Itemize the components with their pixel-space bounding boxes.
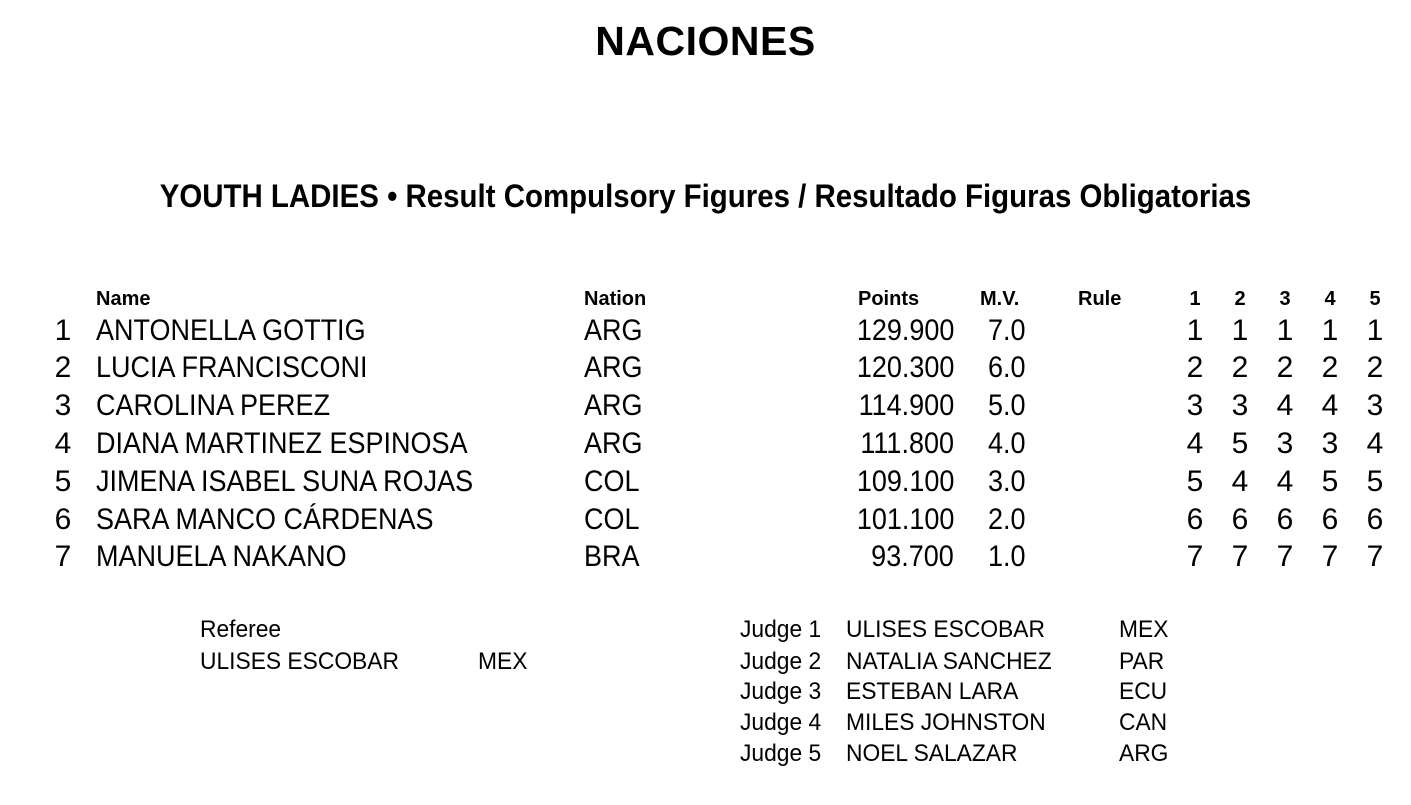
judge-3-place: 7: [1276, 540, 1294, 573]
judge-4-place: 6: [1321, 503, 1339, 536]
rank: 3: [54, 389, 72, 422]
athlete-name: ANTONELLA GOTTIG: [96, 314, 366, 347]
mv: 5.0: [988, 389, 1026, 422]
judge-nation: PAR: [1119, 648, 1165, 675]
judge-label: Judge 4: [740, 709, 822, 736]
header-points: Points: [858, 288, 920, 310]
judge-1-place: 1: [1186, 314, 1204, 347]
header-judge-1: 1: [1189, 288, 1201, 310]
judge-label: Judge 5: [740, 740, 822, 767]
mv: 7.0: [988, 314, 1026, 347]
athlete-name: MANUELA NAKANO: [96, 540, 347, 573]
points: 129.900: [856, 314, 954, 347]
mv: 4.0: [988, 427, 1026, 460]
athlete-name: LUCIA FRANCISCONI: [96, 351, 368, 384]
judge-5-place: 4: [1366, 427, 1384, 460]
judge-3-place: 3: [1276, 427, 1294, 460]
points: 120.300: [856, 351, 954, 384]
judge-2-place: 4: [1231, 465, 1249, 498]
judge-1-place: 7: [1186, 540, 1204, 573]
table-row: [0, 540, 1411, 578]
header-mv: M.V.: [980, 288, 1020, 310]
athlete-name: DIANA MARTINEZ ESPINOSA: [96, 427, 468, 460]
judge-4-place: 4: [1321, 389, 1339, 422]
header-name: Name: [96, 288, 151, 310]
athlete-nation: ARG: [584, 389, 643, 422]
rank: 6: [54, 503, 72, 536]
judge-4-place: 2: [1321, 351, 1339, 384]
judge-nation: ARG: [1119, 740, 1169, 767]
rank: 1: [54, 314, 72, 347]
header-judge-5: 5: [1369, 288, 1381, 310]
judge-3-place: 1: [1276, 314, 1294, 347]
judge-1-place: 2: [1186, 351, 1204, 384]
judge-1-place: 5: [1186, 465, 1204, 498]
judge-1-place: 3: [1186, 389, 1204, 422]
rank: 7: [54, 540, 72, 573]
mv: 1.0: [988, 540, 1026, 573]
judge-2-place: 1: [1231, 314, 1249, 347]
table-row: [0, 389, 1411, 427]
rank: 4: [54, 427, 72, 460]
judge-name: ESTEBAN LARA: [846, 678, 1019, 705]
judge-label: Judge 1: [740, 616, 822, 643]
judge-2-place: 2: [1231, 351, 1249, 384]
points: 109.100: [856, 465, 954, 498]
judge-1-place: 4: [1186, 427, 1204, 460]
judge-5-place: 3: [1366, 389, 1384, 422]
table-row: [0, 427, 1411, 465]
judge-name: MILES JOHNSTON: [846, 709, 1046, 736]
table-row: [0, 503, 1411, 541]
points: 93.700: [871, 540, 954, 573]
judge-2-place: 6: [1231, 503, 1249, 536]
header-judge-3: 3: [1279, 288, 1291, 310]
header-rule: Rule: [1078, 288, 1122, 310]
judge-2-place: 7: [1231, 540, 1249, 573]
page-title: NACIONES: [595, 18, 816, 64]
header-judge-2: 2: [1234, 288, 1246, 310]
table-row: [0, 465, 1411, 503]
judge-3-place: 4: [1276, 465, 1294, 498]
referee-name: ULISES ESCOBAR: [200, 648, 399, 675]
judge-name: NOEL SALAZAR: [846, 740, 1018, 767]
judge-nation: CAN: [1119, 709, 1168, 736]
referee-label: Referee: [200, 616, 282, 643]
judge-5-place: 2: [1366, 351, 1384, 384]
page-subtitle: YOUTH LADIES • Result Compulsory Figures / Resultado Figuras Obligatorias: [159, 178, 1252, 214]
judge-3-place: 2: [1276, 351, 1294, 384]
header-nation: Nation: [584, 288, 647, 310]
judge-5-place: 1: [1366, 314, 1384, 347]
points: 101.100: [856, 503, 954, 536]
judge-name: ULISES ESCOBAR: [846, 616, 1045, 643]
athlete-nation: BRA: [584, 540, 640, 573]
rank: 5: [54, 465, 72, 498]
mv: 6.0: [988, 351, 1026, 384]
judge-3-place: 4: [1276, 389, 1294, 422]
judge-4-place: 5: [1321, 465, 1339, 498]
judge-2-place: 5: [1231, 427, 1249, 460]
athlete-nation: ARG: [584, 314, 643, 347]
judge-2-place: 3: [1231, 389, 1249, 422]
judge-label: Judge 3: [740, 678, 822, 705]
mv: 3.0: [988, 465, 1026, 498]
judge-nation: ECU: [1119, 678, 1168, 705]
judge-5-place: 5: [1366, 465, 1384, 498]
judge-name: NATALIA SANCHEZ: [846, 648, 1052, 675]
rank: 2: [54, 351, 72, 384]
athlete-name: CAROLINA PEREZ: [96, 389, 331, 422]
judge-3-place: 6: [1276, 503, 1294, 536]
judge-5-place: 7: [1366, 540, 1384, 573]
athlete-name: SARA MANCO CÁRDENAS: [96, 503, 434, 536]
judge-label: Judge 2: [740, 648, 822, 675]
athlete-nation: COL: [584, 503, 640, 536]
mv: 2.0: [988, 503, 1026, 536]
athlete-name: JIMENA ISABEL SUNA ROJAS: [96, 465, 474, 498]
points: 111.800: [860, 427, 954, 460]
judge-1-place: 6: [1186, 503, 1204, 536]
points: 114.900: [858, 389, 954, 422]
athlete-nation: ARG: [584, 427, 643, 460]
table-row: [0, 314, 1411, 352]
judge-4-place: 1: [1321, 314, 1339, 347]
judge-4-place: 3: [1321, 427, 1339, 460]
referee-nation: MEX: [478, 648, 528, 675]
athlete-nation: COL: [584, 465, 640, 498]
header-judge-4: 4: [1324, 288, 1336, 310]
judge-5-place: 6: [1366, 503, 1384, 536]
judge-nation: MEX: [1119, 616, 1169, 643]
judge-4-place: 7: [1321, 540, 1339, 573]
athlete-nation: ARG: [584, 351, 643, 384]
table-row: [0, 351, 1411, 389]
